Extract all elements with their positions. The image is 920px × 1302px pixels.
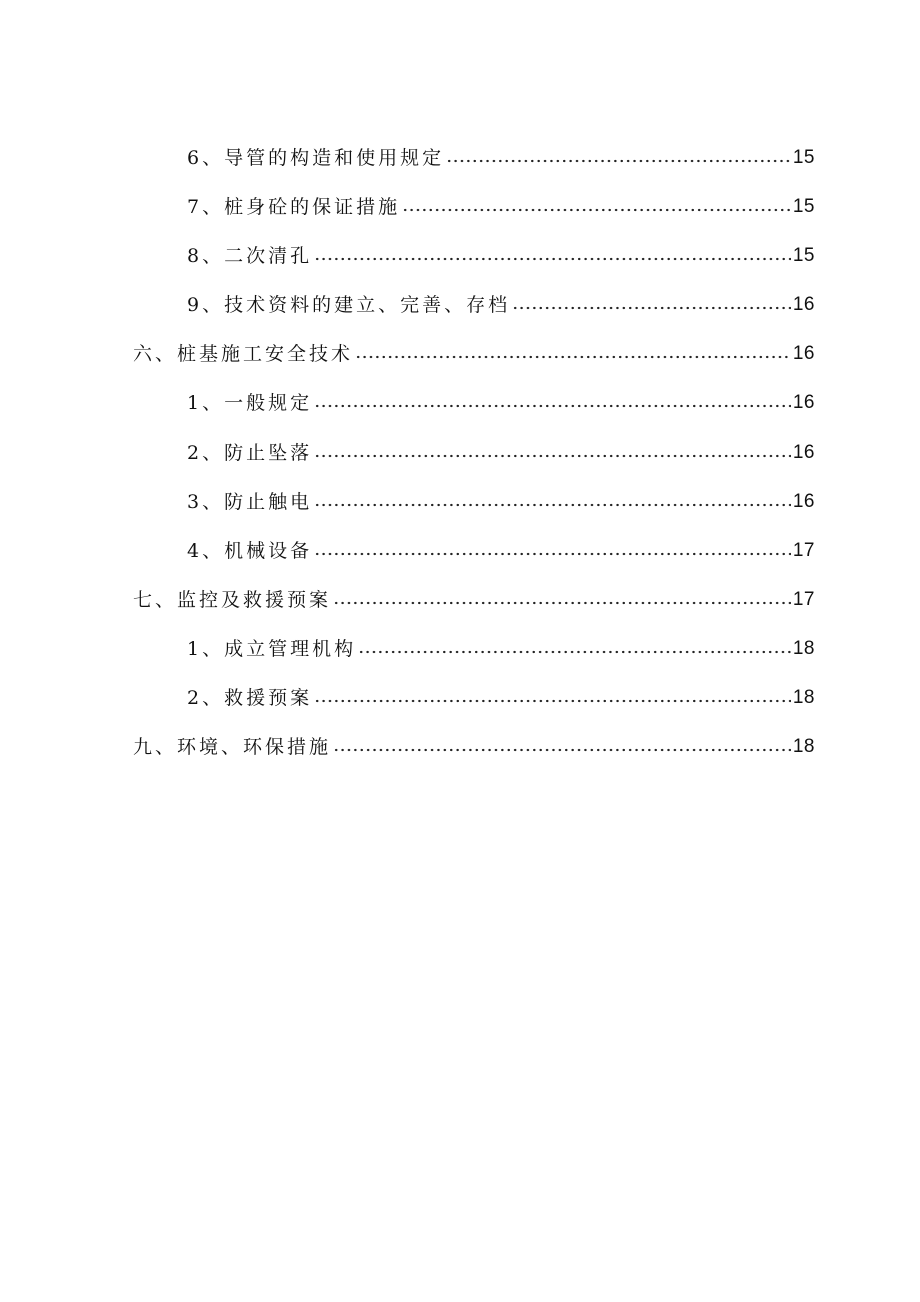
toc-page-number: 17 <box>792 589 815 610</box>
toc-page-number: 18 <box>792 687 815 708</box>
toc-entry[interactable] <box>187 141 815 171</box>
toc-dot-leader <box>355 341 791 367</box>
toc-entry-label: 4、机械设备 <box>187 540 313 562</box>
toc-entry-label: 7、桩身砼的保证措施 <box>187 196 401 218</box>
toc-page-number: 16 <box>792 294 815 315</box>
toc-page-number: 16 <box>792 442 815 463</box>
toc-entry-label: 2、防止坠落 <box>187 442 313 464</box>
toc-dot-leader <box>314 243 791 269</box>
toc-entry[interactable] <box>187 632 815 662</box>
toc-page-number: 15 <box>792 196 815 217</box>
toc-dot-leader <box>314 538 791 564</box>
toc-page-number: 17 <box>792 540 815 561</box>
toc-dot-leader <box>446 145 791 171</box>
toc-entry[interactable] <box>133 337 815 367</box>
toc-entry-label: 六、桩基施工安全技术 <box>133 343 354 365</box>
toc-entry-label: 3、防止触电 <box>187 491 313 513</box>
toc-dot-leader <box>402 194 791 220</box>
toc-entry[interactable] <box>187 239 815 269</box>
toc-entry[interactable] <box>187 681 815 711</box>
toc-dot-leader <box>358 636 791 662</box>
toc-entry-label: 9、技术资料的建立、完善、存档 <box>187 294 511 316</box>
toc-dot-leader <box>333 587 791 613</box>
toc-entry-label: 2、救援预案 <box>187 687 313 709</box>
toc-dot-leader <box>333 734 791 760</box>
toc-entry[interactable] <box>133 583 815 613</box>
toc-entry[interactable] <box>133 730 815 760</box>
toc-entry[interactable] <box>187 386 815 416</box>
toc-page-number: 16 <box>792 491 815 512</box>
toc-entry-label: 1、成立管理机构 <box>187 638 357 660</box>
toc-page-number: 15 <box>792 245 815 266</box>
toc-dot-leader <box>314 489 791 515</box>
toc-entry-label: 九、环境、环保措施 <box>133 736 332 758</box>
toc-page-number: 16 <box>792 392 815 413</box>
toc-entry[interactable] <box>187 485 815 515</box>
toc-dot-leader <box>314 440 791 466</box>
toc-page-number: 16 <box>792 343 815 364</box>
toc-dot-leader <box>314 685 791 711</box>
toc-page-number: 18 <box>792 736 815 757</box>
toc-entry-label: 1、一般规定 <box>187 392 313 414</box>
toc-entry-label: 8、二次清孔 <box>187 245 313 267</box>
toc-entry[interactable] <box>187 436 815 466</box>
toc-dot-leader <box>512 292 791 318</box>
toc-dot-leader <box>314 390 791 416</box>
toc-entry-label: 6、导管的构造和使用规定 <box>187 147 445 169</box>
toc-entry[interactable] <box>187 288 815 318</box>
toc-entry-label: 七、监控及救援预案 <box>133 589 332 611</box>
toc-entry[interactable] <box>187 534 815 564</box>
toc-page-number: 18 <box>792 638 815 659</box>
toc-entry[interactable] <box>187 190 815 220</box>
toc-page-number: 15 <box>792 147 815 168</box>
